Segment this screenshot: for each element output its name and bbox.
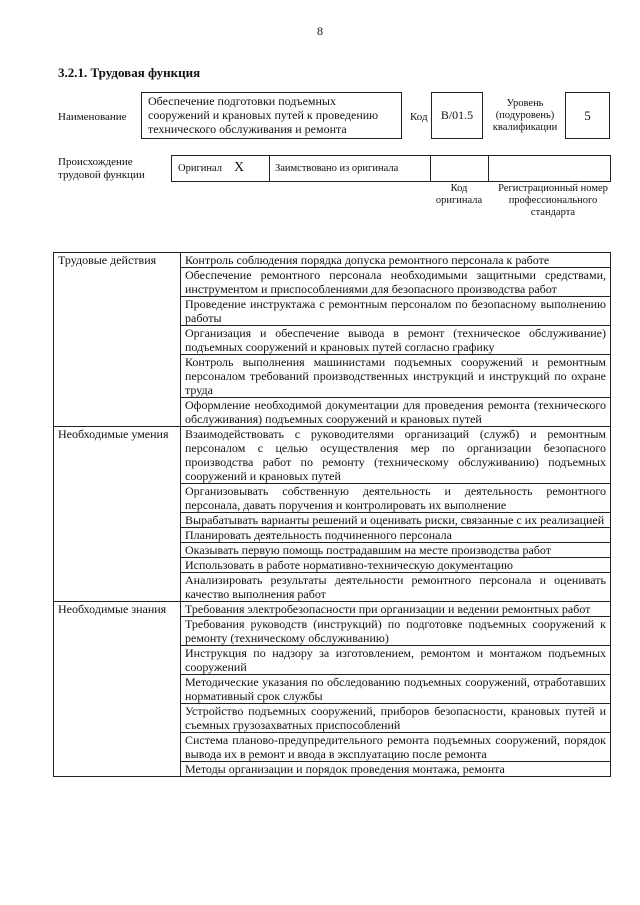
category-cell: Трудовые действия bbox=[54, 253, 181, 427]
origin-divider bbox=[269, 156, 270, 181]
origin-box bbox=[171, 155, 611, 182]
table-row bbox=[54, 427, 611, 484]
item-cell: Методические указания по обследованию подъемных сооружений, отработавших нормативный срок службы bbox=[181, 675, 611, 704]
category-cell: Необходимые умения bbox=[54, 427, 181, 602]
item-cell: Оказывать первую помощь пострадавшим на месте производства работ bbox=[181, 543, 611, 558]
item-cell: Проведение инструктажа с ремонтным персоналом по безопасному выполнению работы bbox=[181, 297, 611, 326]
origin-label: Происхождение трудовой функции bbox=[58, 156, 145, 181]
page-number: 8 bbox=[317, 24, 323, 38]
category-cell: Необходимые знания bbox=[54, 602, 181, 777]
original-label: Оригинал bbox=[178, 163, 222, 174]
item-cell: Организовывать собственную деятельность и деятельность ремонтного персонала, давать поручения и контролировать их выполнение bbox=[181, 484, 611, 513]
item-cell: Анализировать результаты деятельности ремонтного персонала и оценивать качество выполнения работ bbox=[181, 573, 611, 602]
item-cell: Инструкция по надзору за изготовлением, ремонтом и монтажом подъемных сооружений bbox=[181, 646, 611, 675]
item-cell: Планировать деятельность подчиненного персонала bbox=[181, 528, 611, 543]
table-row bbox=[54, 602, 611, 617]
item-cell: Требования электробезопасности при организации и ведении ремонтных работ bbox=[181, 602, 611, 617]
item-cell: Обеспечение ремонтного персонала необходимыми защитными средствами, инструментом и приспособлениями для безопасного производства работ bbox=[181, 268, 611, 297]
name-label: Наименование bbox=[58, 111, 127, 123]
function-name: Обеспечение подготовки подъемных сооружений и крановых путей к проведению технического обслуживания и ремонта bbox=[148, 94, 379, 136]
level-box bbox=[565, 92, 610, 139]
level-value: 5 bbox=[584, 107, 591, 123]
code-box bbox=[431, 92, 483, 139]
level-label: Уровень (подуровень) квалификации bbox=[492, 98, 558, 133]
code-label: Код bbox=[410, 111, 428, 123]
item-cell: Организация и обеспечение вывода в ремонт (техническое обслуживание) подъемных сооружений и крановых путей согласно графику bbox=[181, 326, 611, 355]
original-mark: X bbox=[234, 160, 245, 175]
origin-divider bbox=[430, 156, 431, 181]
item-cell: Взаимодействовать с руководителями организаций (служб) и ремонтным персоналом с целью осуществления мер по организации безопасного производства работ по ремонту (техническому обслуживанию) подъемных сооружений и крановых путей bbox=[181, 427, 611, 484]
item-cell: Использовать в работе нормативно-техническую документацию bbox=[181, 558, 611, 573]
item-cell: Оформление необходимой документации для проведения ремонта (технического обслуживания) подъемных сооружений и крановых путей bbox=[181, 398, 611, 427]
item-cell: Методы организации и порядок проведения монтажа, ремонта bbox=[181, 762, 611, 777]
reg-number-caption: Регистрационный номер профессионального стандарта bbox=[498, 183, 608, 218]
item-cell: Система планово-предупредительного ремонта подъемных сооружений, порядок вывода их в ремонт и ввода в эксплуатацию после ремонта bbox=[181, 733, 611, 762]
item-cell: Устройство подъемных сооружений, приборов безопасности, крановых путей и съемных грузозахватных приспособлений bbox=[181, 704, 611, 733]
section-title: 3.2.1. Трудовая функция bbox=[58, 65, 201, 80]
original-code-caption: Код оригинала bbox=[435, 183, 483, 206]
item-cell: Контроль соблюдения порядка допуска ремонтного персонала к работе bbox=[181, 253, 611, 268]
function-name-box bbox=[141, 92, 402, 139]
code-value: B/01.5 bbox=[440, 108, 474, 122]
origin-divider bbox=[488, 156, 489, 181]
requirements-table bbox=[53, 252, 611, 777]
item-cell: Контроль выполнения машинистами подъемных сооружений и ремонтным персоналом требований производственных инструкций и инструкций по охране труда bbox=[181, 355, 611, 398]
table-row bbox=[54, 253, 611, 268]
borrowed-label: Заимствовано из оригинала bbox=[275, 163, 399, 174]
item-cell: Требования руководств (инструкций) по подготовке подъемных сооружений к ремонту (техническому обслуживанию) bbox=[181, 617, 611, 646]
item-cell: Вырабатывать варианты решений и оценивать риски, связанные с их реализацией bbox=[181, 513, 611, 528]
